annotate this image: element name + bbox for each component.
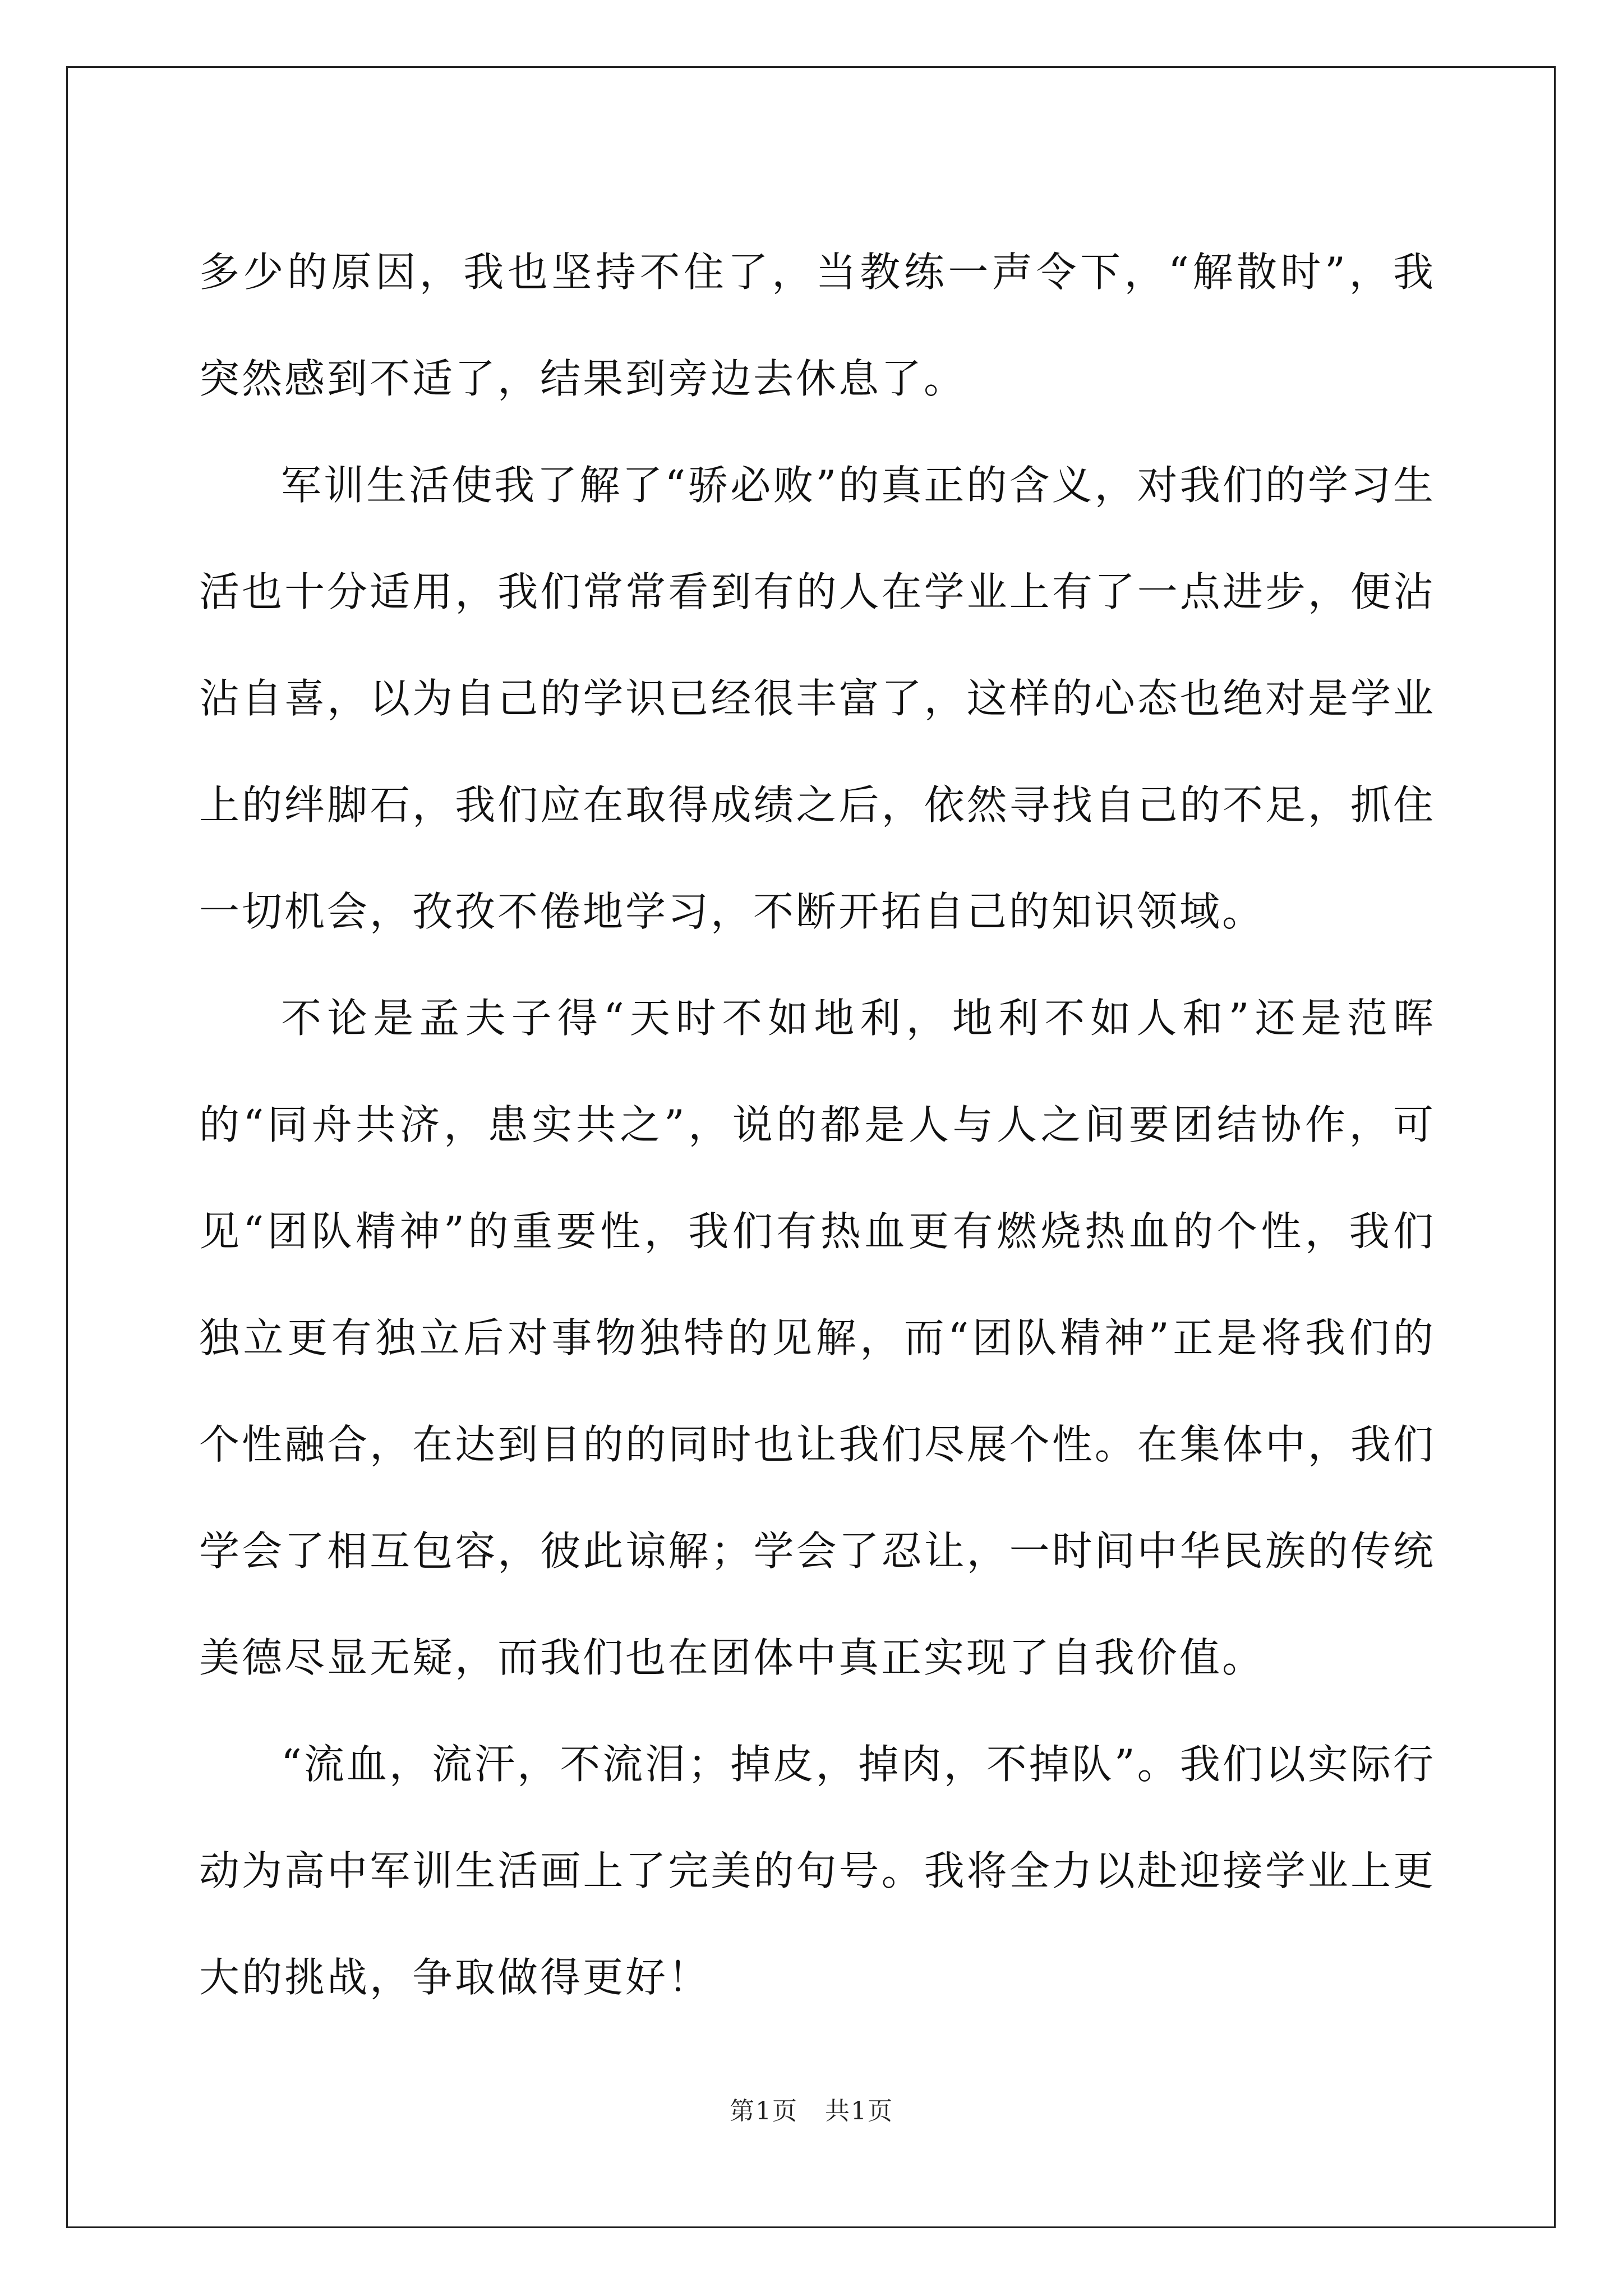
page-number: 第1页 [730,2097,799,2125]
paragraph-3: 不论是孟夫子得“天时不如地利，地利不如人和”还是范晖的“同舟共济，患实共之”，说的都是人与人之间要团结协作，可见“团队精神”的重要性，我们有热血更有燃烧热血的个性，我们独立更有独立后对事物独特的见解，而“团队精神”正是将我们的个性融合，在达到目的的同时也让我们尽展个性。在集体中，我们学会了相互包容，彼此谅解；学会了忍让，一时间中华民族的传统美德尽显无疑，而我们也在团体中真正实现了自我价值。 [199,995,1436,1681]
page-total: 共1页 [824,2097,893,2125]
paragraph-1: 多少的原因，我也坚持不住了，当教练一声令下，“解散时”，我突然感到不适了，结果到旁边去休息了。 [199,249,1436,402]
paragraph-4: “流血，流汗，不流泪；掉皮，掉肉，不掉队”。我们以实际行动为高中军训生活画上了完美的句号。我将全力以赴迎接学业上更大的挑战，争取做得更好！ [199,1741,1436,2001]
page-footer [0,2095,1623,2128]
paragraph-2: 军训生活使我了解了“骄必败”的真正的含义，对我们的学习生活也十分适用，我们常常看到有的人在学业上有了一点进步，便沾沾自喜，以为自己的学识已经很丰富了，这样的心态也绝对是学业上的绊脚石，我们应在取得成绩之后，依然寻找自己的不足，抓住一切机会，孜孜不倦地学习，不断开拓自己的知识领域。 [199,462,1436,935]
